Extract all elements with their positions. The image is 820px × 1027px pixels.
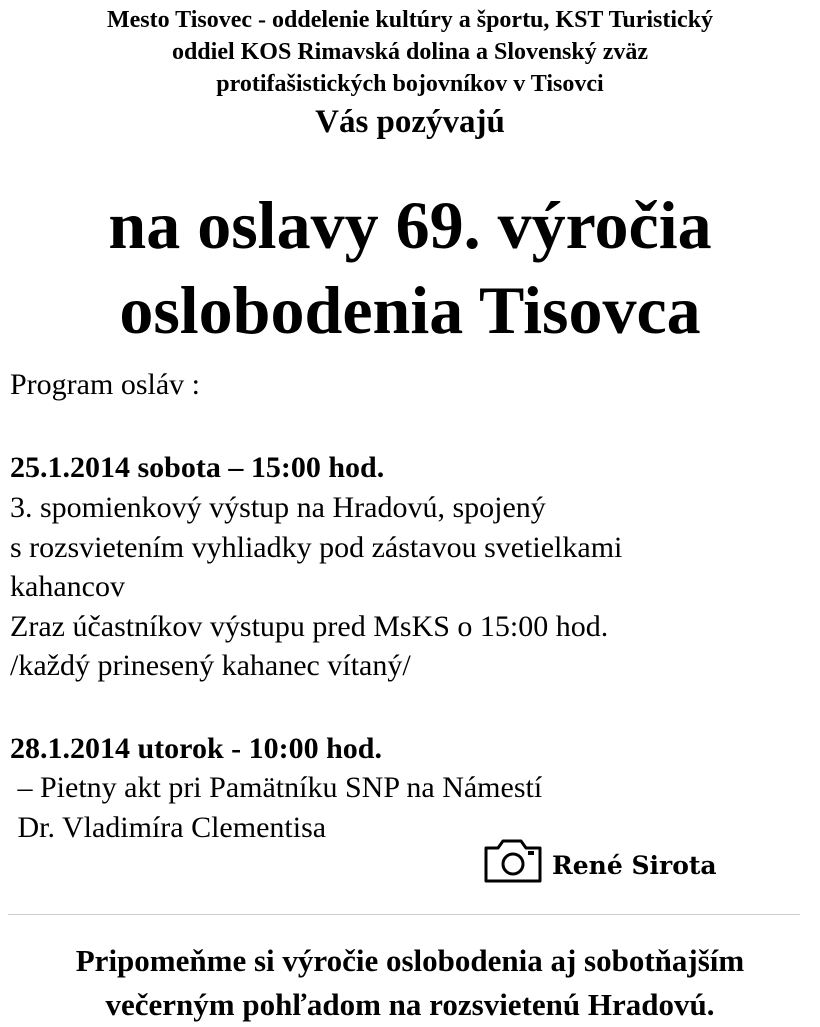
closing-line-2: večerným pohľadom na rozsvietenú Hradovú. bbox=[105, 987, 715, 1022]
event1-line-5: /každý prinesený kahanec vítaný/ bbox=[10, 649, 411, 682]
closing-message bbox=[0, 939, 820, 1027]
event1-line-1: 3. spomienkový výstup na Hradovú, spojený bbox=[10, 491, 546, 524]
event2-line-1: – Pietny akt pri Pamätníku SNP na Námestí bbox=[10, 771, 543, 804]
divider bbox=[8, 914, 800, 915]
invite-text: Vás pozývajú bbox=[315, 104, 505, 140]
title-line-1: na oslavy 69. výročia bbox=[108, 187, 712, 263]
page-title bbox=[0, 183, 820, 353]
title-line-2: oslobodenia Tisovca bbox=[119, 272, 701, 348]
organizers-line-2: oddiel KOS Rimavská dolina a Slovenský zväz bbox=[171, 39, 649, 65]
program-heading: Program osláv : bbox=[10, 368, 200, 401]
camera-icon bbox=[482, 838, 544, 884]
event2-date: 28.1.2014 utorok - 10:00 hod. bbox=[10, 732, 382, 765]
organizers-line-3: protifašistických bojovníkov v Tisovci bbox=[216, 71, 604, 97]
organizers-line-1: Mesto Tisovec - oddelenie kultúry a športu, KST Turistický bbox=[106, 7, 714, 33]
event2-line-2: Dr. Vladimíra Clementisa bbox=[10, 811, 327, 844]
organizers-header bbox=[0, 4, 820, 100]
event1-date: 25.1.2014 sobota – 15:00 hod. bbox=[10, 451, 385, 484]
closing-line-1: Pripomeňme si výročie oslobodenia aj sobotňajším bbox=[75, 943, 745, 978]
photographer-credit: René Sirota bbox=[552, 851, 717, 880]
event1-line-3: kahancov bbox=[10, 570, 125, 603]
event1-line-2: s rozsvietením vyhliadky pod zástavou svetielkami bbox=[10, 531, 623, 564]
event1-line-4: Zraz účastníkov výstupu pred MsKS o 15:00 hod. bbox=[10, 610, 609, 643]
